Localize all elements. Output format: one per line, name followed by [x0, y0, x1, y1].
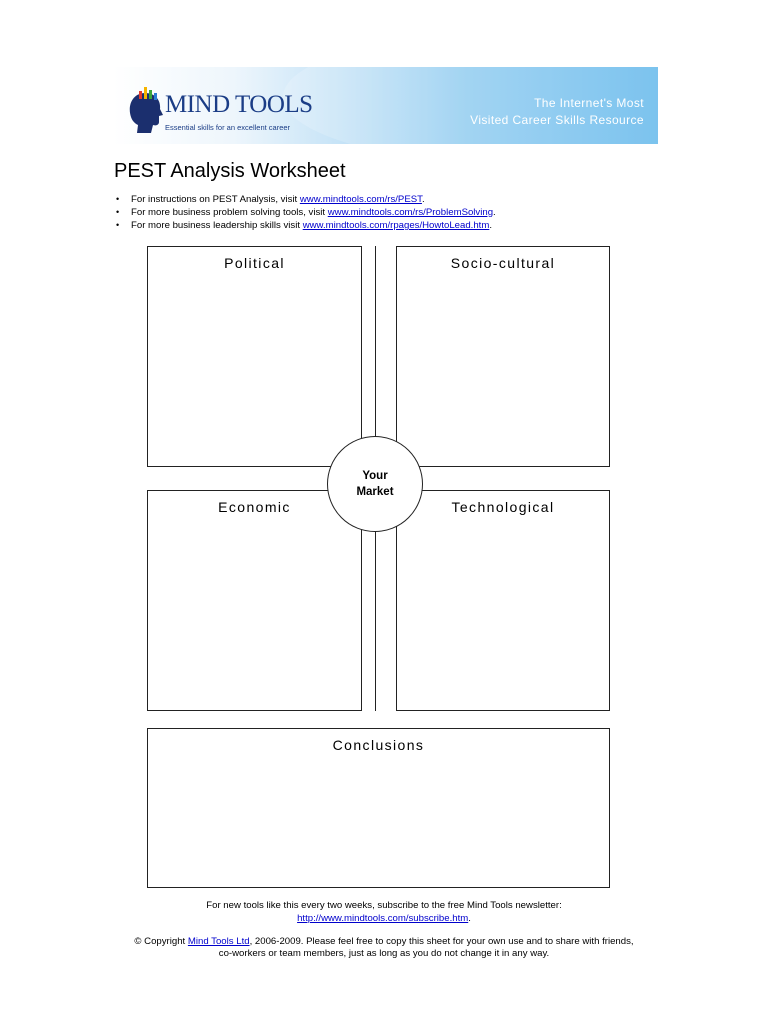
bullet-suffix: . — [493, 207, 496, 218]
copyright-prefix: © Copyright — [134, 936, 188, 947]
center-line-1: Your — [362, 470, 388, 482]
copyright-line-1 — [0, 936, 768, 948]
your-market-circle — [327, 436, 423, 532]
instructions-list — [114, 193, 496, 232]
list-item — [114, 206, 496, 219]
copyright-line-2: co-workers or team members, just as long as you do not change it in any way. — [218, 948, 550, 959]
tagline-line-1: The Internet's Most — [534, 96, 644, 110]
subscribe-link[interactable]: http://www.mindtools.com/subscribe.htm — [297, 913, 469, 924]
technological-label: Technological — [451, 499, 555, 515]
newsletter-link-line — [0, 912, 768, 925]
page-title: PEST Analysis Worksheet — [114, 160, 346, 182]
socio-cultural-box[interactable] — [396, 246, 610, 467]
political-label: Political — [224, 255, 285, 271]
economic-label: Economic — [218, 499, 291, 515]
pest-link[interactable]: www.mindtools.com/rs/PEST — [299, 194, 422, 205]
socio-cultural-label: Socio-cultural — [450, 255, 556, 271]
bullet-text: For instructions on PEST Analysis, visit — [131, 194, 300, 205]
list-item — [114, 219, 496, 232]
bullet-text: For more business leadership skills visit — [131, 220, 303, 231]
logo-wordmark: MIND TOOLS — [165, 91, 313, 118]
tagline-line-2: Visited Career Skills Resource — [470, 113, 644, 127]
logo-tagline: Essential skills for an excellent career — [165, 123, 291, 132]
copyright-suffix: , 2006-2009. Please feel free to copy this sheet for your own use and to share with friends, — [249, 936, 634, 947]
mindtools-ltd-link[interactable]: Mind Tools Ltd — [187, 936, 250, 947]
mindtools-logo[interactable] — [127, 87, 327, 142]
newsletter-suffix: . — [468, 913, 471, 924]
head-icon — [127, 87, 167, 135]
copyright-note — [0, 936, 768, 960]
header-banner — [113, 67, 658, 144]
newsletter-text: For new tools like this every two weeks, subscribe to the free Mind Tools newsletter: — [206, 900, 562, 911]
bullet-suffix: . — [421, 194, 425, 205]
center-line-2: Market — [356, 486, 394, 498]
conclusions-label: Conclusions — [332, 737, 425, 753]
bullet-suffix: . — [489, 220, 492, 231]
bullet-text: For more business problem solving tools, visit — [131, 207, 328, 218]
header-tagline — [470, 95, 644, 129]
list-item — [114, 193, 496, 206]
political-box[interactable] — [147, 246, 362, 467]
economic-box[interactable] — [147, 490, 362, 711]
problem-solving-link[interactable]: www.mindtools.com/rs/ProblemSolving — [327, 207, 494, 218]
technological-box[interactable] — [396, 490, 610, 711]
newsletter-note — [0, 899, 768, 925]
leadership-link[interactable]: www.mindtools.com/rpages/HowtoLead.htm — [302, 220, 490, 231]
conclusions-box[interactable] — [147, 728, 610, 888]
